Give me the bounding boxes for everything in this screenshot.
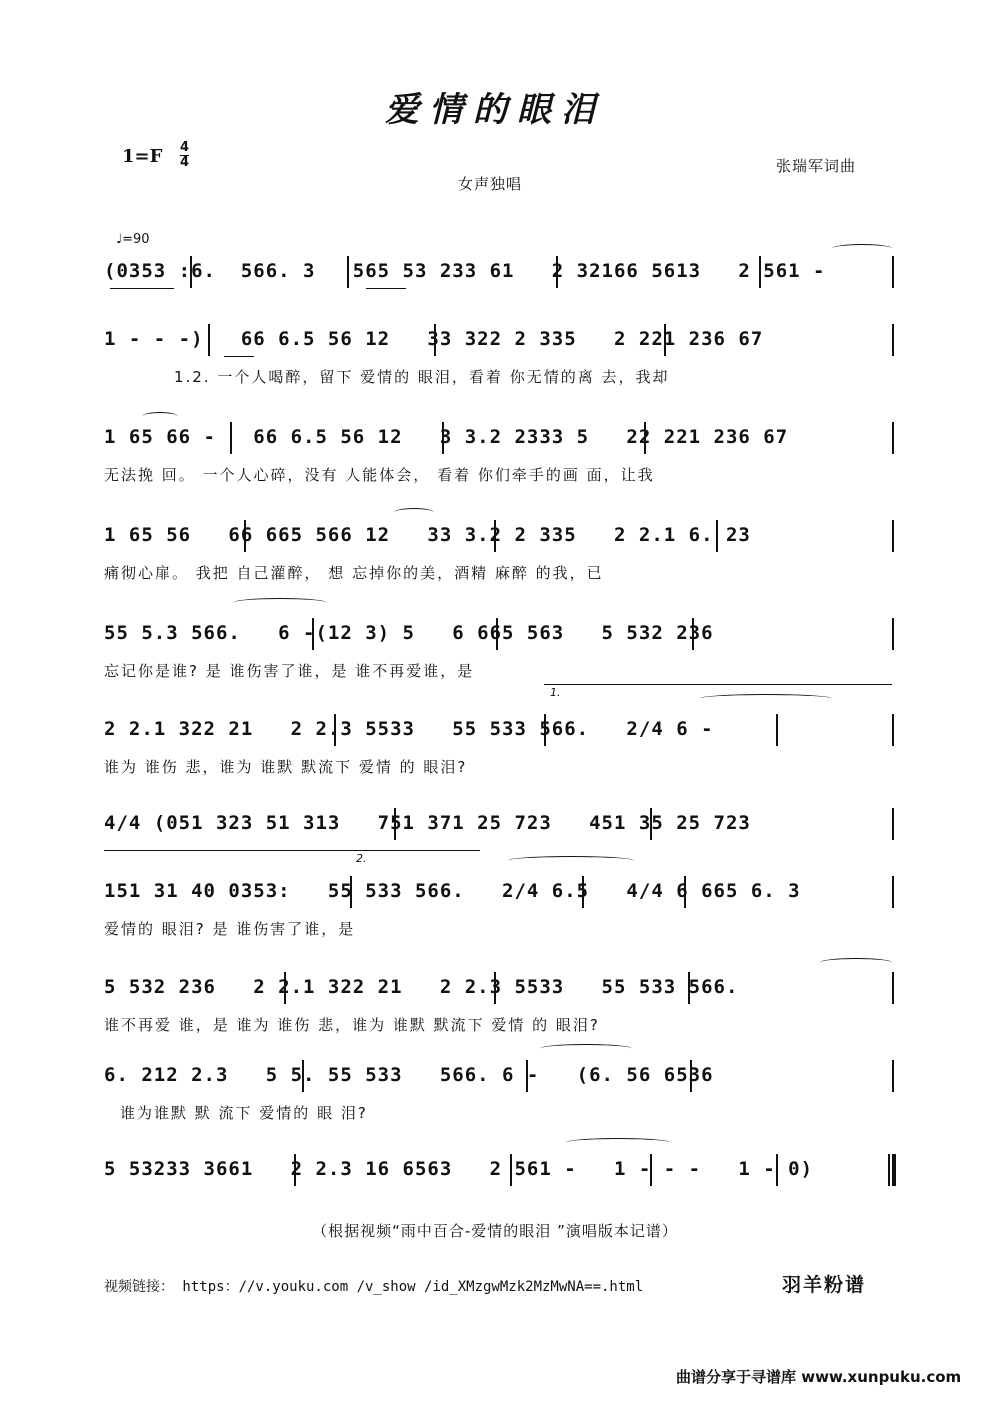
notation-line: 5 53233 3661 2 2.3 16 6563 2 561 - 1 - - - 1 - 0): [104, 1158, 814, 1180]
barline: [664, 324, 666, 356]
barline: [892, 1060, 894, 1092]
barline: [892, 520, 894, 552]
arranger-signature: 羽羊粉谱: [782, 1274, 867, 1296]
barline: [496, 618, 498, 650]
barline: [892, 808, 894, 840]
barline: [208, 324, 210, 356]
notation-line: 1 65 56 66 665 566 12 33 3.2 2 335 2 2.1 6. 23: [104, 524, 751, 546]
notation-line: (0353 :6. 566. 3 565 53 233 61 2 32166 5613 2 561 -: [104, 260, 826, 282]
slur: [566, 1138, 670, 1147]
slur: [142, 412, 178, 421]
barline: [644, 422, 646, 454]
lyric-line: 无法挽 回。 一个人心碎，没有 人能体会， 看着 你们牵手的画 面，让我: [104, 466, 655, 484]
site-credit: 曲谱分享于寻谱库 www.xunpuku.com: [676, 1368, 962, 1386]
barline: [526, 1060, 528, 1092]
tempo-marking: ♩=90: [116, 232, 150, 247]
lyric-line: 谁为 谁伤 悲，谁为 谁默 默流下 爱情 的 眼泪?: [104, 758, 468, 776]
barline: [544, 714, 546, 746]
notation-line: 5 532 236 2 2.1 322 21 2 2.3 5533 55 533 566.: [104, 976, 739, 998]
barline: [347, 256, 349, 288]
notation-line: 2 2.1 322 21 2 2.3 5533 55 533 566. 2/4 6 -: [104, 718, 714, 740]
notation-line: 4/4 (051 323 51 313 751 371 25 723 451 35 25 723: [104, 812, 751, 834]
barline: [759, 256, 761, 288]
beam: [366, 288, 406, 289]
lyric-line: 1.2. 一个人喝醉，留下 爱情的 眼泪，看着 你无情的离 去，我却: [174, 368, 670, 386]
barline: [302, 1060, 304, 1092]
barline: [230, 422, 232, 454]
slur: [820, 958, 892, 967]
notation-line: 1 - - -) 66 6.5 56 12 33 322 2 335 2 221 236 67: [104, 328, 764, 350]
lyric-line: 忘记你是谁? 是 谁伤害了谁，是 谁不再爱谁，是: [104, 662, 475, 680]
barline: [350, 876, 352, 908]
beam: [224, 356, 254, 357]
barline: [650, 808, 652, 840]
time-signature: [180, 141, 189, 170]
barline: [312, 618, 314, 650]
lyric-line: 痛彻心扉。 我把 自己灌醉， 想 忘掉你的美，酒精 麻醉 的我，已: [104, 564, 604, 582]
barline: [888, 1154, 890, 1186]
volta-second-label: 2.: [356, 852, 367, 865]
barline: [776, 714, 778, 746]
slur: [832, 244, 892, 253]
beam: [110, 288, 174, 289]
performer-type: 女声独唱: [458, 175, 523, 193]
barline: [892, 618, 894, 650]
notation-line: 151 31 40 0353: 55 533 566. 2/4 6.5 4/4 6 665 6. 3: [104, 880, 801, 902]
barline: [284, 972, 286, 1004]
barline: [494, 972, 496, 1004]
lyric-line: 谁不再爱 谁，是 谁为 谁伤 悲，谁为 谁默 默流下 爱情 的 眼泪?: [104, 1016, 600, 1034]
barline: [556, 256, 558, 288]
barline: [688, 972, 690, 1004]
lyric-line: 爱情的 眼泪? 是 谁伤害了谁，是: [104, 920, 356, 938]
slur: [234, 598, 326, 607]
barline: [892, 256, 894, 288]
notation-line: 6. 212 2.3 5 5. 55 533 566. 6 - (6. 56 6536: [104, 1064, 714, 1086]
barline: [394, 808, 396, 840]
page-title: 爱情的眼泪: [385, 90, 605, 130]
notation-line: 55 5.3 566. 6 -(12 3) 5 6 665 563 5 532 236: [104, 622, 714, 644]
barline: [582, 876, 584, 908]
barline: [892, 324, 894, 356]
time-numerator: 4: [180, 140, 190, 155]
barline-final: [892, 1154, 896, 1186]
barline: [294, 1154, 296, 1186]
barline: [494, 520, 496, 552]
time-denominator: 4: [180, 155, 190, 170]
barline: [892, 876, 894, 908]
barline: [776, 1154, 778, 1186]
barline: [244, 520, 246, 552]
composer-credit: 张瑞军词曲: [776, 157, 857, 175]
slur: [394, 508, 434, 517]
barline: [690, 1060, 692, 1092]
volta-bracket: [350, 850, 480, 851]
notation-line: 1 65 66 - 66 6.5 56 12 3 3.2 2333 5 22 221 236 67: [104, 426, 789, 448]
slur: [540, 1044, 632, 1053]
lyric-line: 谁为谁默 默 流下 爱情的 眼 泪?: [120, 1104, 368, 1122]
barline: [434, 324, 436, 356]
volta-first-label: 1.: [550, 686, 561, 699]
barline: [334, 714, 336, 746]
key-signature: 1=F: [122, 146, 163, 167]
barline: [892, 714, 894, 746]
volta-bracket: [104, 850, 350, 851]
slur: [508, 856, 634, 865]
barline: [692, 618, 694, 650]
barline: [892, 972, 894, 1004]
barline: [442, 422, 444, 454]
transcription-note: （根据视频“雨中百合-爱情的眼泪 ”演唱版本记谱）: [312, 1222, 678, 1240]
barline: [684, 876, 686, 908]
barline: [510, 1154, 512, 1186]
volta-bracket: [544, 684, 892, 685]
slur: [700, 694, 832, 703]
barline: [650, 1154, 652, 1186]
barline: [892, 422, 894, 454]
video-link-text: 视频链接： https：//v.youku.com /v_show /id_XMzgwMzk2MzMwNA==.html: [104, 1279, 644, 1295]
barline: [190, 256, 192, 288]
barline: [716, 520, 718, 552]
